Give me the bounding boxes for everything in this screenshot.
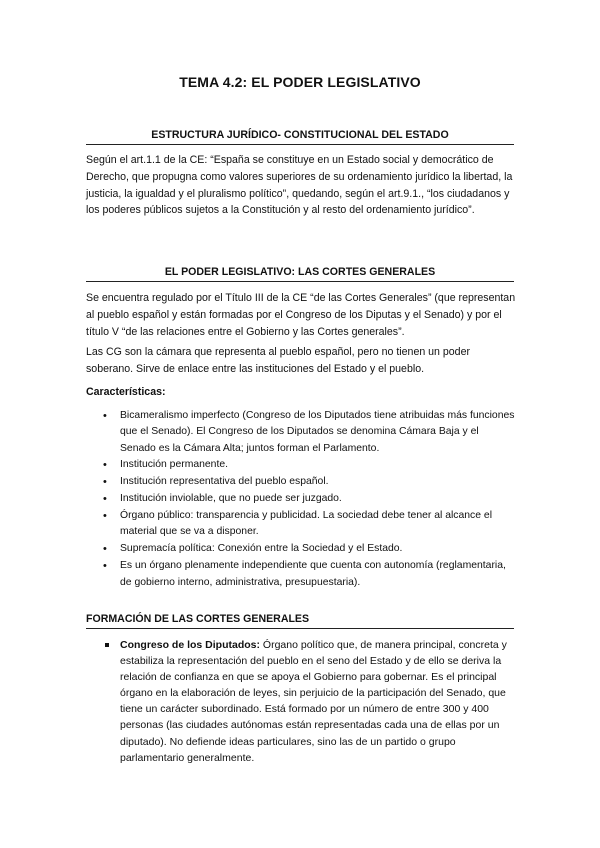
list-item-text: Institución representativa del pueblo español.: [120, 476, 329, 488]
section-paragraph: Se encuentra regulado por el Título III de la CE “de las Cortes Generales” (que representan al pueblo español y están formadas por el Congreso de los Diputas y el Senado) y por el título V “de las relaciones entre el Gobierno y las Cortes generales”.: [86, 292, 516, 338]
bullet-icon: •: [103, 543, 107, 556]
section-paragraph: Según el art.1.1 de la CE: “España se constituye en un Estado social y democrático de Derecho, que propugna como valores superiores de su ordenamiento jurídico la libertad, la justicia, la igualdad y el pluralismo político”, quedando, según el art.9.1., “los ciudadanos y los poderes públicos sujetos a la Constitución y al resto del ordenamiento jurídico”.: [86, 154, 513, 217]
section-heading-estructura: ESTRUCTURA JURÍDICO- CONSTITUCIONAL DEL ESTADO: [86, 128, 514, 145]
section-paragraph: Las CG son la cámara que representa al pueblo español, pero no tienen un poder soberano. Sirve de enlace entre las instituciones del Estado y el pueblo.: [86, 346, 470, 375]
list-item: [86, 541, 516, 557]
list-item-text: Órgano público: transparencia y publicidad. La sociedad debe tener al alcance el material que se va a disponer.: [120, 510, 492, 538]
list-item-text: Supremacía política: Conexión entre la Sociedad y el Estado.: [120, 543, 403, 555]
list-item: [86, 637, 516, 766]
list-item-text: Órgano político que, de manera principal, concreta y estabiliza la representación del pueblo en el seno del Estado y de ello se deriva la relación de confianza en que se apoya el Gobierno para gobernar. Es el principal órgano en la elaboración de leyes, sin perjuicio de la participación del Senado, que tiene un carácter subordinado. Está formado por un número de entre 300 y 400 personas (las ciudades autónomas están representadas cada una de ellas por un diputado). No defiende ideas particulares, sino las de un partido o grupo parlamentario generalmente.: [120, 639, 507, 764]
list-item: [86, 474, 516, 490]
list-item: [86, 508, 516, 541]
page-title: TEMA 4.2: EL PODER LEGISLATIVO: [179, 74, 421, 90]
caracteristicas-list: [86, 408, 516, 591]
list-item-text: Es un órgano plenamente independiente que cuenta con autonomía (reglamentaria, de gobierno interno, administrativa, presupuestaria).: [120, 560, 506, 588]
bullet-icon: •: [103, 510, 107, 523]
square-bullet-icon: [105, 643, 109, 647]
list-item: [86, 558, 516, 591]
bullet-icon: •: [103, 476, 107, 489]
list-item: [86, 491, 516, 507]
formacion-list: [86, 637, 516, 766]
section-heading-formacion: FORMACIÓN DE LAS CORTES GENERALES: [86, 612, 514, 629]
list-item-text: Institución permanente.: [120, 459, 229, 471]
list-item: [86, 457, 516, 473]
bullet-icon: •: [103, 410, 107, 422]
bullet-icon: •: [103, 459, 107, 472]
list-item: [86, 408, 516, 457]
list-item-text: Institución inviolable, que no puede ser juzgado.: [120, 493, 342, 505]
bullet-icon: •: [103, 560, 107, 573]
caracteristicas-subheading: Características:: [86, 386, 166, 398]
bullet-icon: •: [103, 493, 107, 506]
list-item-text: Bicameralismo imperfecto (Congreso de los Diputados tiene atribuidas más funciones que el Senado). El Congreso de los Diputados se denomina Cámara Baja y el Senado es la Cámara Alta; juntos forman el Parlamento.: [120, 410, 515, 454]
section-heading-poder-legislativo: EL PODER LEGISLATIVO: LAS CORTES GENERALES: [86, 265, 514, 282]
list-item-term: Congreso de los Diputados:: [120, 639, 261, 651]
